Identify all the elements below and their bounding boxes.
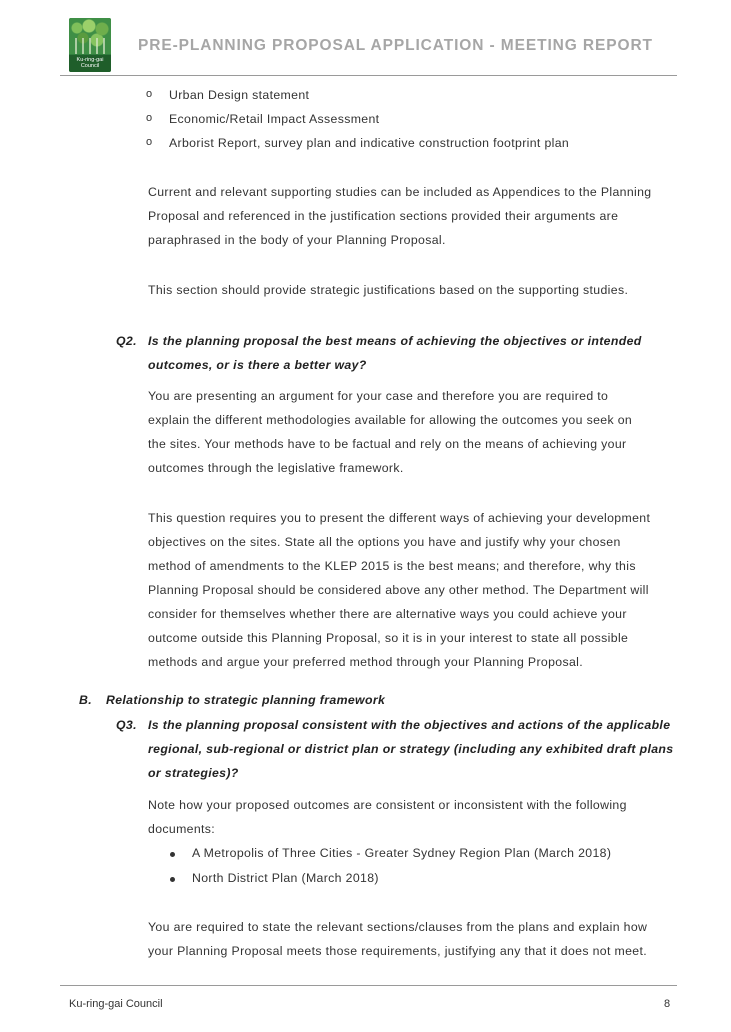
paragraph-line: This section should provide strategic justifications based on the supporting studies. [148,283,629,297]
document-title: PRE-PLANNING PROPOSAL APPLICATION - MEETING REPORT [138,37,653,54]
paragraph-line: Proposal and referenced in the justification sections provided their arguments are [148,209,619,223]
paragraph-line: Current and relevant supporting studies can be included as Appendices to the Planning [148,185,652,199]
paragraph-line: explain the different methodologies available for allowing the outcomes you seek on [148,413,633,427]
question-heading: or strategies)? [148,766,239,780]
paragraph-line: consider for themselves whether there are alternative ways you could achieve your [148,607,627,621]
list-item: A Metropolis of Three Cities - Greater Sydney Region Plan (March 2018) [192,846,612,860]
list-item: Urban Design statement [169,88,310,102]
question-heading: Is the planning proposal consistent with the objectives and actions of the applicable [148,718,671,732]
paragraph-line: objectives on the sites. State all the options you have and justify why your chosen [148,535,621,549]
question-heading: outcomes, or is there a better way? [148,358,367,372]
paragraph-line: This question requires you to present the different ways of achieving your development [148,511,651,525]
list-bullet-icon: o [146,88,153,100]
question-number: Q3. [116,718,137,732]
header-divider [60,75,677,76]
list-bullet-icon: o [146,112,153,124]
paragraph-line: outcomes through the legislative framework. [148,461,404,475]
logo-wordmark: Ku-ring-gai Council [69,55,111,72]
section-letter: B. [79,693,92,707]
question-heading: Is the planning proposal the best means of achieving the objectives or intended [148,334,642,348]
paragraph-line: paraphrased in the body of your Planning Proposal. [148,233,446,247]
bullet-dot-icon [170,852,175,857]
list-item: North District Plan (March 2018) [192,871,379,885]
section-heading: Relationship to strategic planning framework [106,693,386,707]
question-number: Q2. [116,334,137,348]
paragraph-line: Note how your proposed outcomes are consistent or inconsistent with the following [148,798,627,812]
paragraph-line: You are presenting an argument for your case and therefore you are required to [148,389,609,403]
paragraph-line: You are required to state the relevant sections/clauses from the plans and explain how [148,920,648,934]
bullet-dot-icon [170,877,175,882]
paragraph-line: your Planning Proposal meets those requirements, justifying any that it does not meet. [148,944,648,958]
paragraph-line: the sites. Your methods have to be factual and rely on the means of achieving your [148,437,627,451]
paragraph-line: methods and argue your preferred method through your Planning Proposal. [148,655,583,669]
paragraph-line: outcome outside this Planning Proposal, so it is in your interest to state all possible [148,631,629,645]
paragraph-line: Planning Proposal should be considered above any other method. The Department will [148,583,649,597]
council-logo [69,18,111,72]
question-heading: regional, sub-regional or district plan or strategy (including any exhibited draft plans [148,742,674,756]
list-bullet-icon: o [146,136,153,148]
page-number: 8 [664,998,671,1010]
list-item: Economic/Retail Impact Assessment [169,112,380,126]
footer-organization: Ku-ring-gai Council [69,998,163,1010]
page-header [0,0,731,80]
footer-divider [60,985,677,986]
list-item: Arborist Report, survey plan and indicative construction footprint plan [169,136,570,150]
paragraph-line: method of amendments to the KLEP 2015 is the best means; and therefore, why this [148,559,636,573]
paragraph-line: documents: [148,822,216,836]
